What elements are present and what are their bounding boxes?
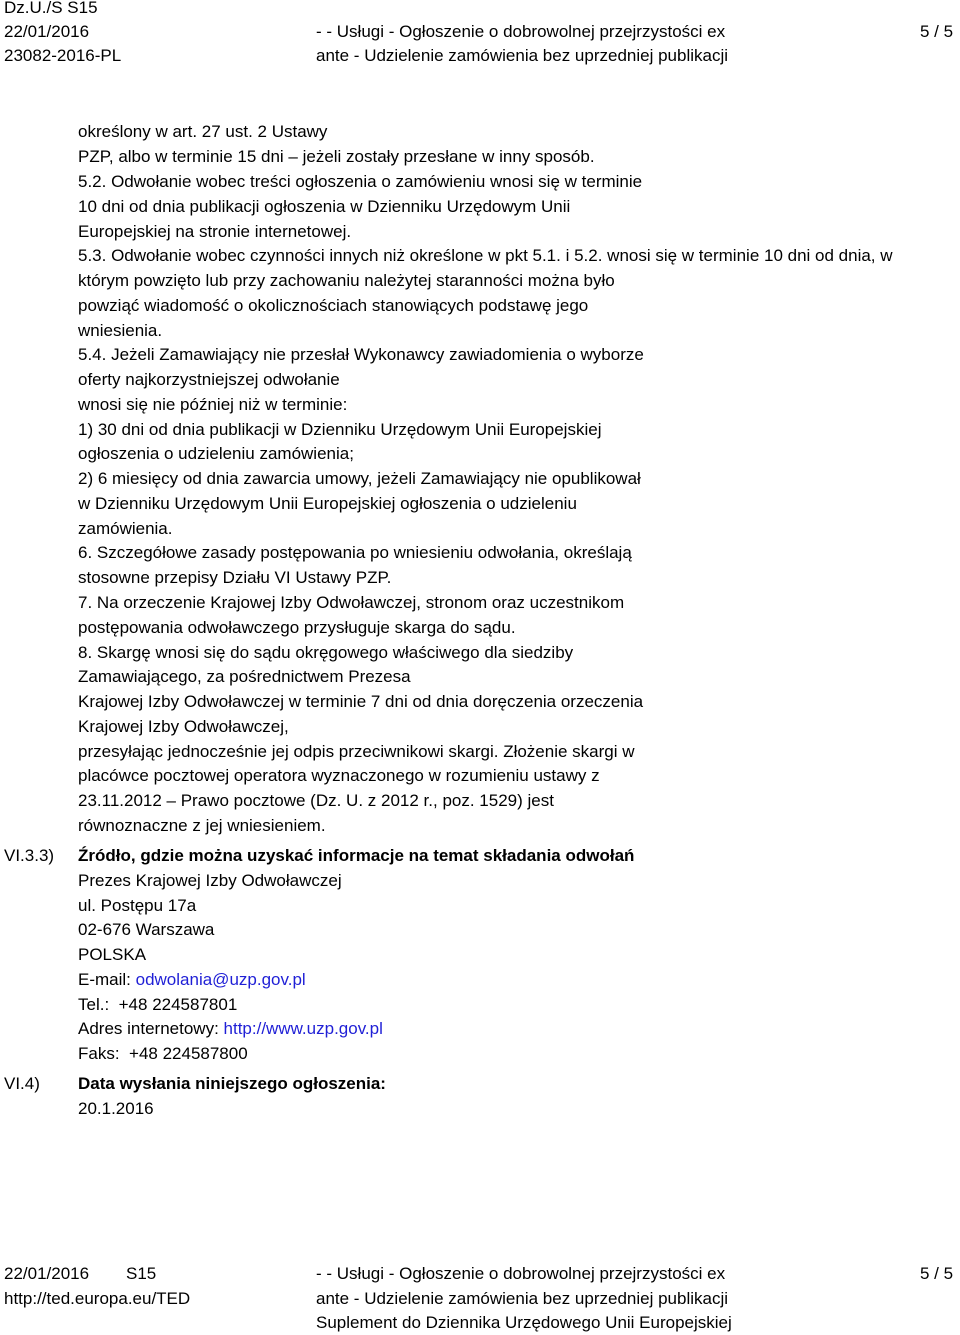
body-line: Krajowej Izby Odwoławczej, xyxy=(78,717,289,736)
contact-city: 02-676 Warszawa xyxy=(78,920,215,939)
body-line: Europejskiej na stronie internetowej. xyxy=(78,222,352,241)
body-line: 2) 6 miesięcy od dnia zawarcia umowy, jeżeli Zamawiający nie opublikował xyxy=(78,469,641,488)
contact-fax-row xyxy=(78,1042,248,1067)
section-title: Źródło, gdzie można uzyskać informacje na temat składania odwołań xyxy=(78,846,635,865)
dispatch-date: 20.1.2016 xyxy=(78,1099,154,1118)
body-line: 6. Szczegółowe zasady postępowania po wniesieniu odwołania, określają xyxy=(78,543,632,562)
tel-label: Tel.: xyxy=(78,995,114,1014)
footer-page-number: 5 / 5 xyxy=(920,1264,954,1283)
contact-country: POLSKA xyxy=(78,945,147,964)
header-date: 22/01/2016 xyxy=(4,22,90,41)
footer-code: S15 xyxy=(126,1264,157,1283)
email-label: E-mail: xyxy=(78,970,136,989)
body-line: oferty najkorzystniejszej odwołanie xyxy=(78,370,340,389)
body-line: 5.4. Jeżeli Zamawiający nie przesłał Wykonawcy zawiadomienia o wyborze xyxy=(78,345,644,364)
contact-tel-row xyxy=(78,993,237,1018)
body-line: powziąć wiadomość o okolicznościach stanowiących podstawę jego xyxy=(78,296,589,315)
tel-value: +48 224587801 xyxy=(113,995,238,1014)
footer-title-line1: - - Usługi - Ogłoszenie o dobrowolnej przejrzystości ex xyxy=(316,1264,726,1283)
body-line: postępowania odwoławczego przysługuje skarga do sądu. xyxy=(78,618,516,637)
body-line: równoznaczne z jej wniesieniem. xyxy=(78,816,326,835)
footer-supplement: Suplement do Dziennika Urzędowego Unii Europejskiej xyxy=(316,1313,732,1332)
body-line: 10 dni od dnia publikacji ogłoszenia w Dzienniku Urzędowym Unii xyxy=(78,197,571,216)
body-line: którym powzięto lub przy zachowaniu należytej staranności można było xyxy=(78,271,615,290)
footer-url-link[interactable]: http://ted.europa.eu/TED xyxy=(4,1289,191,1308)
web-link[interactable]: http://www.uzp.gov.pl xyxy=(223,1019,383,1038)
body-line: Zamawiającego, za pośrednictwem Prezesa xyxy=(78,667,411,686)
section-title: Data wysłania niniejszego ogłoszenia: xyxy=(78,1074,386,1093)
body-line: ogłoszenia o udzieleniu zamówienia; xyxy=(78,444,354,463)
fax-label: Faks: xyxy=(78,1044,125,1063)
header-journal-ref: Dz.U./S S15 xyxy=(4,0,98,17)
contact-street: ul. Postępu 17a xyxy=(78,896,197,915)
body-line: placówce pocztowej operatora wyznaczonego w rozumieniu ustawy z xyxy=(78,766,600,785)
contact-name: Prezes Krajowej Izby Odwoławczej xyxy=(78,871,342,890)
body-line: przesyłając jednocześnie jej odpis przeciwnikowi skargi. Złożenie skargi w xyxy=(78,742,635,761)
contact-email-row xyxy=(78,968,306,993)
header-page-number: 5 / 5 xyxy=(920,22,954,41)
footer-date: 22/01/2016 xyxy=(4,1264,90,1283)
header-notice-number: 23082-2016-PL xyxy=(4,46,122,65)
footer-title-line2: ante - Udzielenie zamówienia bez uprzedniej publikacji xyxy=(316,1289,729,1308)
body-line: 7. Na orzeczenie Krajowej Izby Odwoławczej, stronom oraz uczestnikom xyxy=(78,593,625,612)
web-label: Adres internetowy: xyxy=(78,1019,224,1038)
body-line: Krajowej Izby Odwoławczej w terminie 7 dni od dnia doręczenia orzeczenia xyxy=(78,692,644,711)
header-title-line1: - - Usługi - Ogłoszenie o dobrowolnej przejrzystości ex xyxy=(316,22,726,41)
body-line: wniesienia. xyxy=(78,321,163,340)
body-line: zamówienia. xyxy=(78,519,173,538)
contact-web-row xyxy=(78,1017,383,1042)
section-number: VI.4) xyxy=(4,1074,40,1093)
body-line: w Dzienniku Urzędowym Unii Europejskiej ogłoszenia o udzieleniu xyxy=(78,494,577,513)
body-line: PZP, albo w terminie 15 dni – jeżeli zostały przesłane w inny sposób. xyxy=(78,147,595,166)
body-line: 1) 30 dni od dnia publikacji w Dzienniku Urzędowym Unii Europejskiej xyxy=(78,420,602,439)
section-number: VI.3.3) xyxy=(4,846,55,865)
body-line: 5.3. Odwołanie wobec czynności innych niż określone w pkt 5.1. i 5.2. wnosi się w terminie 10 dni od dnia, w xyxy=(78,246,893,265)
body-line: 23.11.2012 – Prawo pocztowe (Dz. U. z 2012 r., poz. 1529) jest xyxy=(78,791,554,810)
body-line: 8. Skargę wnosi się do sądu okręgowego właściwego dla siedziby xyxy=(78,643,574,662)
header-title-line2: ante - Udzielenie zamówienia bez uprzedniej publikacji xyxy=(316,46,729,65)
body-line: 5.2. Odwołanie wobec treści ogłoszenia o zamówieniu wnosi się w terminie xyxy=(78,172,643,191)
body-line: stosowne przepisy Działu VI Ustawy PZP. xyxy=(78,568,392,587)
fax-value: +48 224587800 xyxy=(124,1044,248,1063)
body-line: wnosi się nie później niż w terminie: xyxy=(78,395,348,414)
email-link[interactable]: odwolania@uzp.gov.pl xyxy=(135,970,306,989)
body-line: określony w art. 27 ust. 2 Ustawy xyxy=(78,122,328,141)
